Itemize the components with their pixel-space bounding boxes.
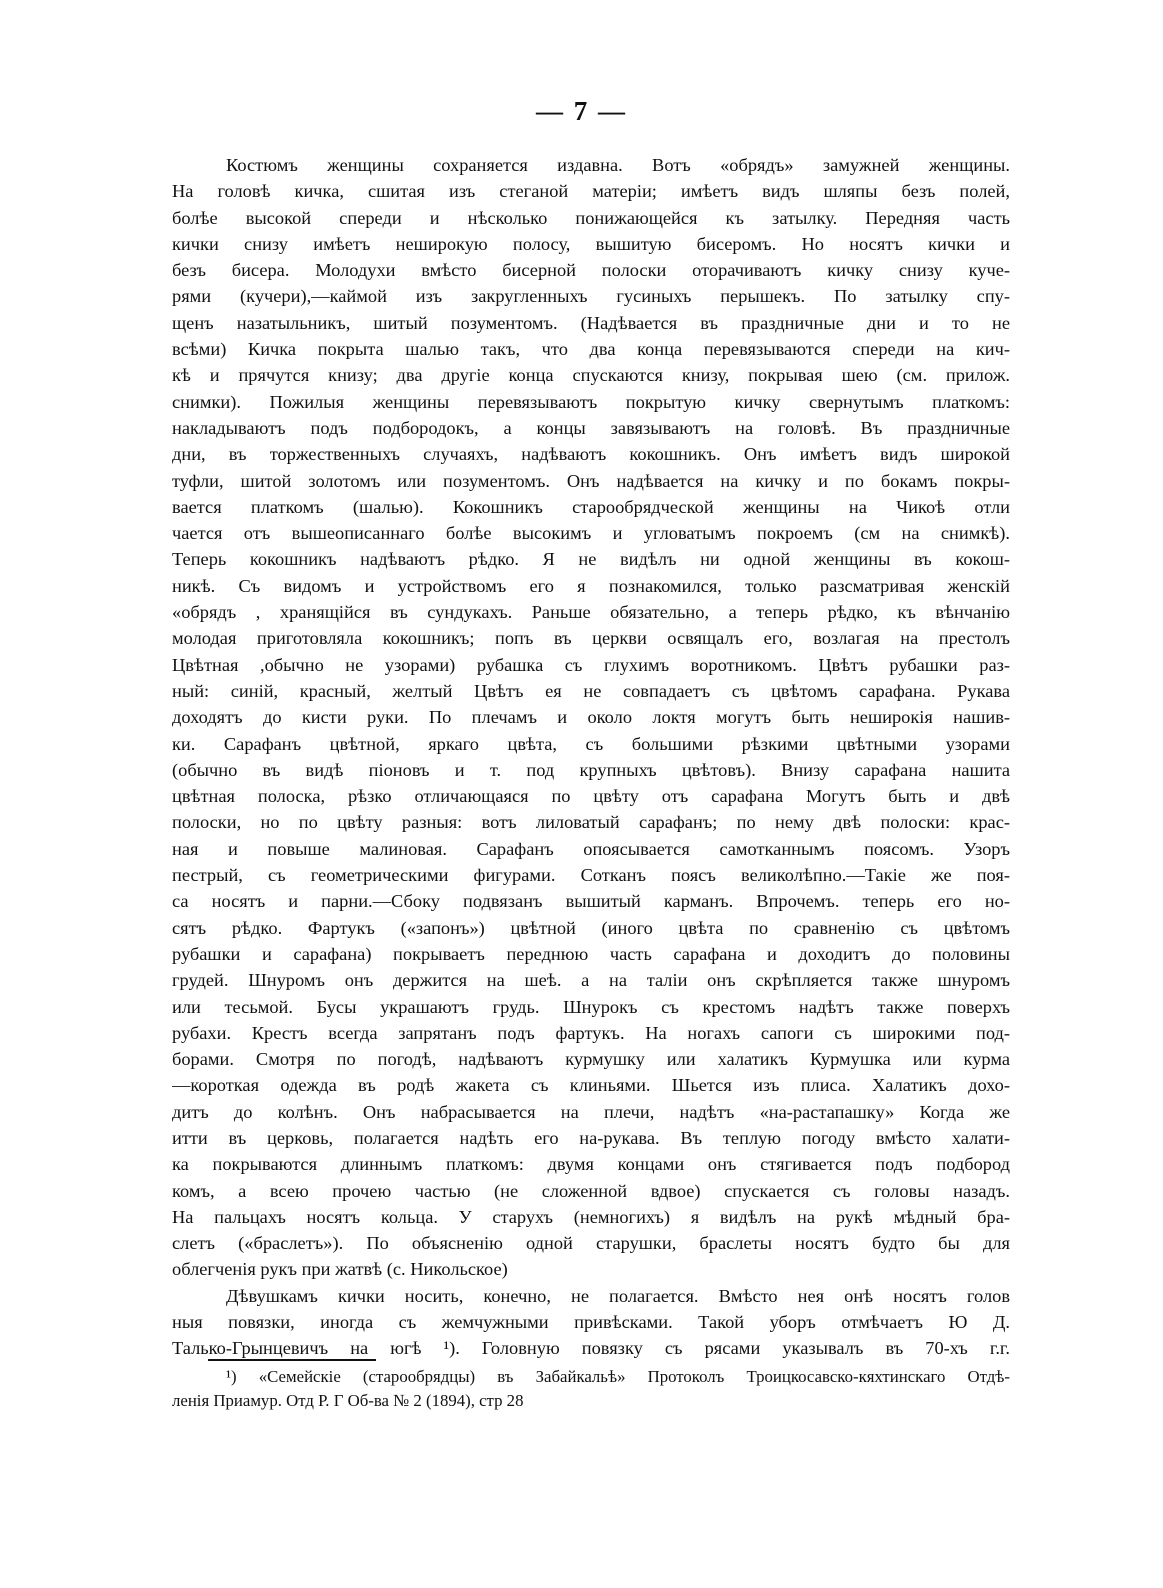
footnote-line: ¹) «Семейскіе (старообрядцы) въ Забайкальѣ» Протоколъ Троицкосавско-кяхтинскаго Отдѣ- [226,1367,1010,1386]
text-line: доходятъ до кисти руки. По плечамъ и около локтя могутъ быть неширокія нашив- [172,707,1010,728]
text-line: всѣми) Кичка покрыта шалью такъ, что два конца перевязываются спереди на кич- [172,339,1010,360]
text-line: кички снизу имѣетъ неширокую полосу, вышитую бисеромъ. Но носятъ кички и [172,233,1010,254]
text-line: дни, въ торжественныхъ случаяхъ, надѣваютъ кокошникъ. Онъ имѣетъ видъ широкой [172,444,1010,465]
text-line: рубахи. Крестъ всегда запрятанъ подъ фартукъ. На ногахъ сапоги съ широкими под- [172,1022,1010,1043]
text-line: безъ бисера. Молодухи вмѣсто бисерной полоски оторачиваютъ кичку снизу куче- [172,260,1010,281]
text-line: ки. Сарафанъ цвѣтной, яркаго цвѣта, съ большими рѣзкими цвѣтными узорами [172,733,1010,754]
text-line: рями (кучери),—каймой изъ закругленныхъ гусиныхъ перышекъ. По затылку спу- [172,286,1010,307]
text-line: слетъ («браслетъ»). По объясненію одной старушки, браслеты носятъ будто бы для [172,1233,1010,1254]
text-line: грудей. Шнуромъ онъ держится на шеѣ. а на таліи онъ скрѣпляется также шнуромъ [172,970,1010,991]
text-line: ный: синій, красный, желтый Цвѣтъ ея не совпадаетъ съ цвѣтомъ сарафана. Рукава [172,680,1010,701]
text-line: «обрядъ , хранящійся въ сундукахъ. Раньше обязательно, а теперь рѣдко, къ вѣнчанію [172,602,1010,623]
text-line: накладываютъ подъ подбородокъ, а концы завязываютъ на головѣ. Въ праздничные [172,417,1010,438]
text-line: ка покрываются длиннымъ платкомъ: двумя концами онъ стягивается подъ подбород [172,1154,1010,1175]
text-line: снимки). Пожилыя женщины перевязываютъ покрытую кичку свернутымъ платкомъ: [172,391,1010,412]
text-line: чается отъ вышеописаннаго болѣе высокимъ и угловатымъ покроемъ (см на снимкѣ). [172,523,1010,544]
page-number: — 7 — [536,96,627,126]
text-line: (обычно въ видѣ піоновъ и т. под крупныхъ цвѣтовъ). Внизу сарафана нашита [172,759,1010,780]
text-line: молодая приготовляла кокошникъ; попъ въ церкви освящалъ его, возлагая на престолъ [172,628,1010,649]
text-line: ныя повязки, иногда съ жемчужными привѣсками. Такой уборъ отмѣчаетъ Ю Д. [172,1312,1010,1333]
text-line: никѣ. Съ видомъ и устройствомъ его я познакомился, только разсматривая женскій [172,575,1010,596]
text-line: ная и повыше малиновая. Сарафанъ опоясывается самотканнымъ поясомъ. Узоръ [172,838,1010,859]
text-line: болѣе высокой спереди и нѣсколько понижающейся къ затылку. Передняя часть [172,207,1010,228]
text-line: дитъ до колѣнъ. Онъ набрасывается на плечи, надѣтъ «на-растапашку» Когда же [172,1101,1010,1122]
text-line: пестрый, съ геометрическими фигурами. Сотканъ поясъ великолѣпно.—Такіе же поя- [172,865,1010,886]
text-line: щенъ назатыльникъ, шитый позументомъ. (Надѣвается въ праздничные дни и то не [172,312,1010,333]
text-line: сятъ рѣдко. Фартукъ («запонъ») цвѣтной (иного цвѣта по сравненію съ цвѣтомъ [172,917,1010,938]
text-line: Талько-Грынцевичъ на югѣ ¹). Головную повязку съ рясами указывалъ въ 70-хъ г.г. [172,1338,1010,1359]
text-line: цвѣтная полоска, рѣзко отличающаяся по цвѣту отъ сарафана Могутъ быть и двѣ [172,786,1010,807]
text-line: Цвѣтная ,обычно не узорами) рубашка съ глухимъ воротникомъ. Цвѣтъ рубашки раз- [172,654,1010,675]
text-line: рубашки и сарафана) покрываетъ переднюю часть сарафана и доходитъ до половины [172,943,1010,964]
text-line: Дѣвушкамъ кички носить, конечно, не полагается. Вмѣсто нея онѣ носятъ голов [226,1285,1010,1306]
footnotes [172,1365,1010,1413]
text-line: Теперь кокошникъ надѣваютъ рѣдко. Я не видѣлъ ни одной женщины въ кокош- [172,549,1010,570]
text-line: са носятъ и парни.—Сбоку подвязанъ вышитый карманъ. Впрочемъ. теперь его но- [172,891,1010,912]
text-line: Костюмъ женщины сохраняется издавна. Вотъ «обрядъ» замужней женщины. [226,155,1010,175]
text-line: комъ, а всею прочею частью (не сложенной вдвое) спускается съ головы назадъ. [172,1180,1010,1201]
footnote-divider [208,1359,376,1361]
text-line: На пальцахъ носятъ кольца. У старухъ (немногихъ) я видѣлъ на рукѣ мѣдный бра- [172,1206,1010,1227]
body-text [172,152,1010,1362]
text-line: или тесьмой. Бусы украшаютъ грудь. Шнурокъ съ крестомъ надѣтъ также поверхъ [172,996,1010,1017]
text-line: облегченія рукъ при жатвѣ (с. Никольское) [172,1259,508,1280]
text-line: полоски, но по цвѣту разныя: вотъ лиловатый сарафанъ; по нему двѣ полоски: крас- [172,812,1010,833]
text-line: итти въ церковь, полагается надѣть его на-рукава. Въ теплую погоду вмѣсто халати- [172,1127,1010,1148]
text-line: На головѣ кичка, сшитая изъ стеганой матеріи; имѣетъ видъ шляпы безъ полей, [172,181,1010,202]
text-line: вается платкомъ (шалью). Кокошникъ старообрядческой женщины на Чикоѣ отли [172,496,1010,517]
text-line: —короткая одежда въ родѣ жакета съ клиньями. Шьется изъ плиса. Халатикъ дохо- [172,1075,1010,1096]
text-line: туфли, шитой золотомъ или позументомъ. Онъ надѣвается на кичку и по бокамъ покры- [172,470,1010,491]
footnote-line: ленія Приамур. Отд Р. Г Об-ва № 2 (1894), стр 28 [172,1391,524,1410]
text-line: борами. Смотря по погодѣ, надѣваютъ курмушку или халатикъ Курмушка или курма [172,1049,1010,1070]
text-line: кѣ и прячутся книзу; два другіе конца спускаются книзу, покрывая шею (см. прилож. [172,365,1010,386]
